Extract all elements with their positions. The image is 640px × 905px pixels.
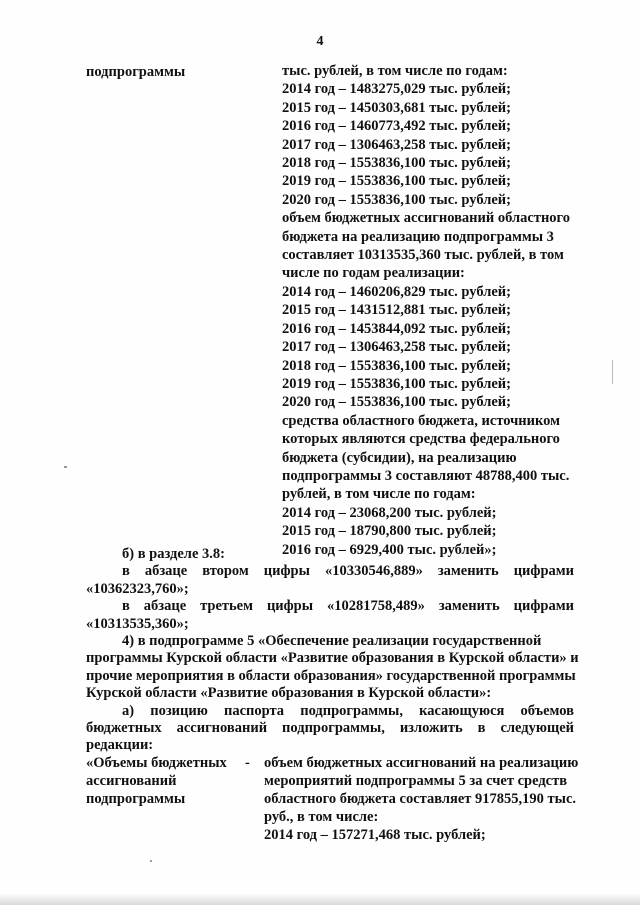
text-line: руб., в том числе: — [264, 809, 379, 825]
paragraph-a-line: редакции: — [86, 737, 154, 754]
funding-line: 2020 год – 1553836,100 тыс. рублей; — [282, 394, 511, 411]
dash-separator: - — [245, 755, 250, 771]
word: абзаце — [143, 598, 187, 615]
text-line: мероприятий подпрограммы 5 за счет средств — [264, 773, 568, 789]
passport-position-text — [264, 754, 584, 844]
funding-line: 2014 год – 1460206,829 тыс. рублей; — [282, 283, 511, 300]
funding-line: подпрограммы 3 составляют 48788,400 тыс. — [282, 467, 570, 484]
word: абзаце — [144, 563, 188, 580]
scan-speck — [612, 360, 613, 384]
funding-line: 2017 год – 1306463,258 тыс. рублей; — [282, 339, 511, 356]
word: позицию — [150, 702, 208, 719]
label-line: «Объемы бюджетных — [86, 755, 227, 771]
word: подпрограммы, — [282, 720, 385, 737]
funding-line: 2020 год – 1553836,100 тыс. рублей; — [282, 191, 511, 208]
word: цифрами — [513, 598, 574, 615]
funding-line: которых являются средства федерального — [282, 431, 560, 448]
word: «10330546,889» — [324, 563, 423, 580]
word: заменить — [437, 563, 499, 580]
word: касающуюся — [419, 702, 505, 719]
paragraph-a-line — [86, 703, 574, 720]
funding-line: 2018 год – 1553836,100 тыс. рублей; — [282, 155, 511, 172]
word: втором — [202, 563, 249, 580]
amendments-body — [86, 546, 579, 755]
scan-speck — [150, 860, 152, 862]
funding-line: 2014 год – 23068,200 тыс. рублей; — [282, 504, 497, 521]
word: ассигнований — [176, 720, 268, 737]
word: цифры — [266, 598, 314, 615]
word: цифры — [263, 563, 310, 580]
section-b-heading: б) в разделе 3.8: — [122, 546, 225, 562]
funding-block — [282, 62, 582, 559]
paragraph-3-continuation: «10313535,360»; — [86, 615, 189, 632]
text-line: 2014 год – 157271,468 тыс. рублей; — [264, 827, 486, 843]
funding-line: 2019 год – 1553836,100 тыс. рублей; — [282, 173, 511, 190]
funding-line: средства областного бюджета, источником — [282, 412, 561, 429]
page-bottom-edge — [0, 893, 640, 905]
word: бюджетных — [86, 720, 162, 737]
word: а) — [122, 702, 135, 719]
word: в — [477, 720, 486, 737]
funding-line: бюджета на реализацию подпрограммы 3 — [282, 228, 554, 245]
funding-line: составляет 10313535,360 тыс. рублей, в том — [282, 247, 564, 264]
word: «10281758,489» — [327, 598, 425, 615]
label-line: подпрограммы — [86, 791, 186, 807]
paragraph-4-line: Курской области «Развитие образования в Курской области»: — [86, 685, 492, 702]
funding-line: 2018 год – 1553836,100 тыс. рублей; — [282, 357, 511, 374]
funding-line: 2015 год – 18790,800 тыс. рублей; — [282, 523, 497, 540]
scan-speck — [64, 466, 67, 468]
page-number: 4 — [316, 34, 324, 49]
word: в — [122, 598, 130, 615]
funding-line: числе по годам реализации: — [282, 265, 465, 282]
funding-line: объем бюджетных ассигнований областного — [282, 210, 571, 227]
word: в — [122, 563, 130, 580]
paragraph-2-continuation: «10362323,760»; — [86, 580, 189, 597]
paragraph-4-line: 4) в подпрограмме 5 «Обеспечение реализации государственной — [122, 633, 542, 650]
paragraph-2-line — [86, 563, 574, 580]
funding-line: 2016 год – 1453844,092 тыс. рублей; — [282, 320, 511, 337]
funding-line: рублей, в том числе по годам: — [282, 486, 476, 503]
word: третьем — [200, 598, 253, 615]
funding-line: 2016 год – 1460773,492 тыс. рублей; — [282, 118, 511, 135]
paragraph-3-line — [86, 598, 574, 615]
word: следующей — [500, 720, 574, 737]
word: цифрами — [513, 563, 574, 580]
funding-line: 2014 год – 1483275,029 тыс. рублей; — [282, 81, 511, 98]
text-line: областного бюджета составляет 917855,190 тыс. — [264, 791, 577, 807]
word: подпрограммы, — [300, 702, 404, 719]
paragraph-4-line: прочие мероприятия в области образования» государственной программы — [86, 667, 576, 684]
label-line: ассигнований — [86, 773, 177, 789]
top-left-label: подпрограммы — [86, 64, 186, 80]
word: заменить — [438, 598, 500, 615]
text-line: объем бюджетных ассигнований на реализацию — [264, 755, 579, 771]
funding-line: бюджета (субсидии), на реализацию — [282, 449, 517, 466]
funding-line: 2017 год – 1306463,258 тыс. рублей; — [282, 136, 511, 153]
paragraph-4-line: программы Курской области «Развитие образования в Курской области» и — [86, 650, 579, 667]
paragraph-a-line — [86, 720, 574, 737]
word: паспорта — [223, 702, 285, 719]
funding-line: 2019 год – 1553836,100 тыс. рублей; — [282, 375, 511, 392]
funding-line: 2015 год – 1431512,881 тыс. рублей; — [282, 302, 511, 319]
passport-position-label — [86, 754, 246, 808]
word: изложить — [399, 720, 463, 737]
funding-line: 2016 год – 6929,400 тыс. рублей»; — [282, 541, 497, 558]
word: объемов — [520, 702, 574, 719]
funding-line: 2015 год – 1450303,681 тыс. рублей; — [282, 99, 511, 116]
funding-line: тыс. рублей, в том числе по годам: — [282, 63, 508, 79]
